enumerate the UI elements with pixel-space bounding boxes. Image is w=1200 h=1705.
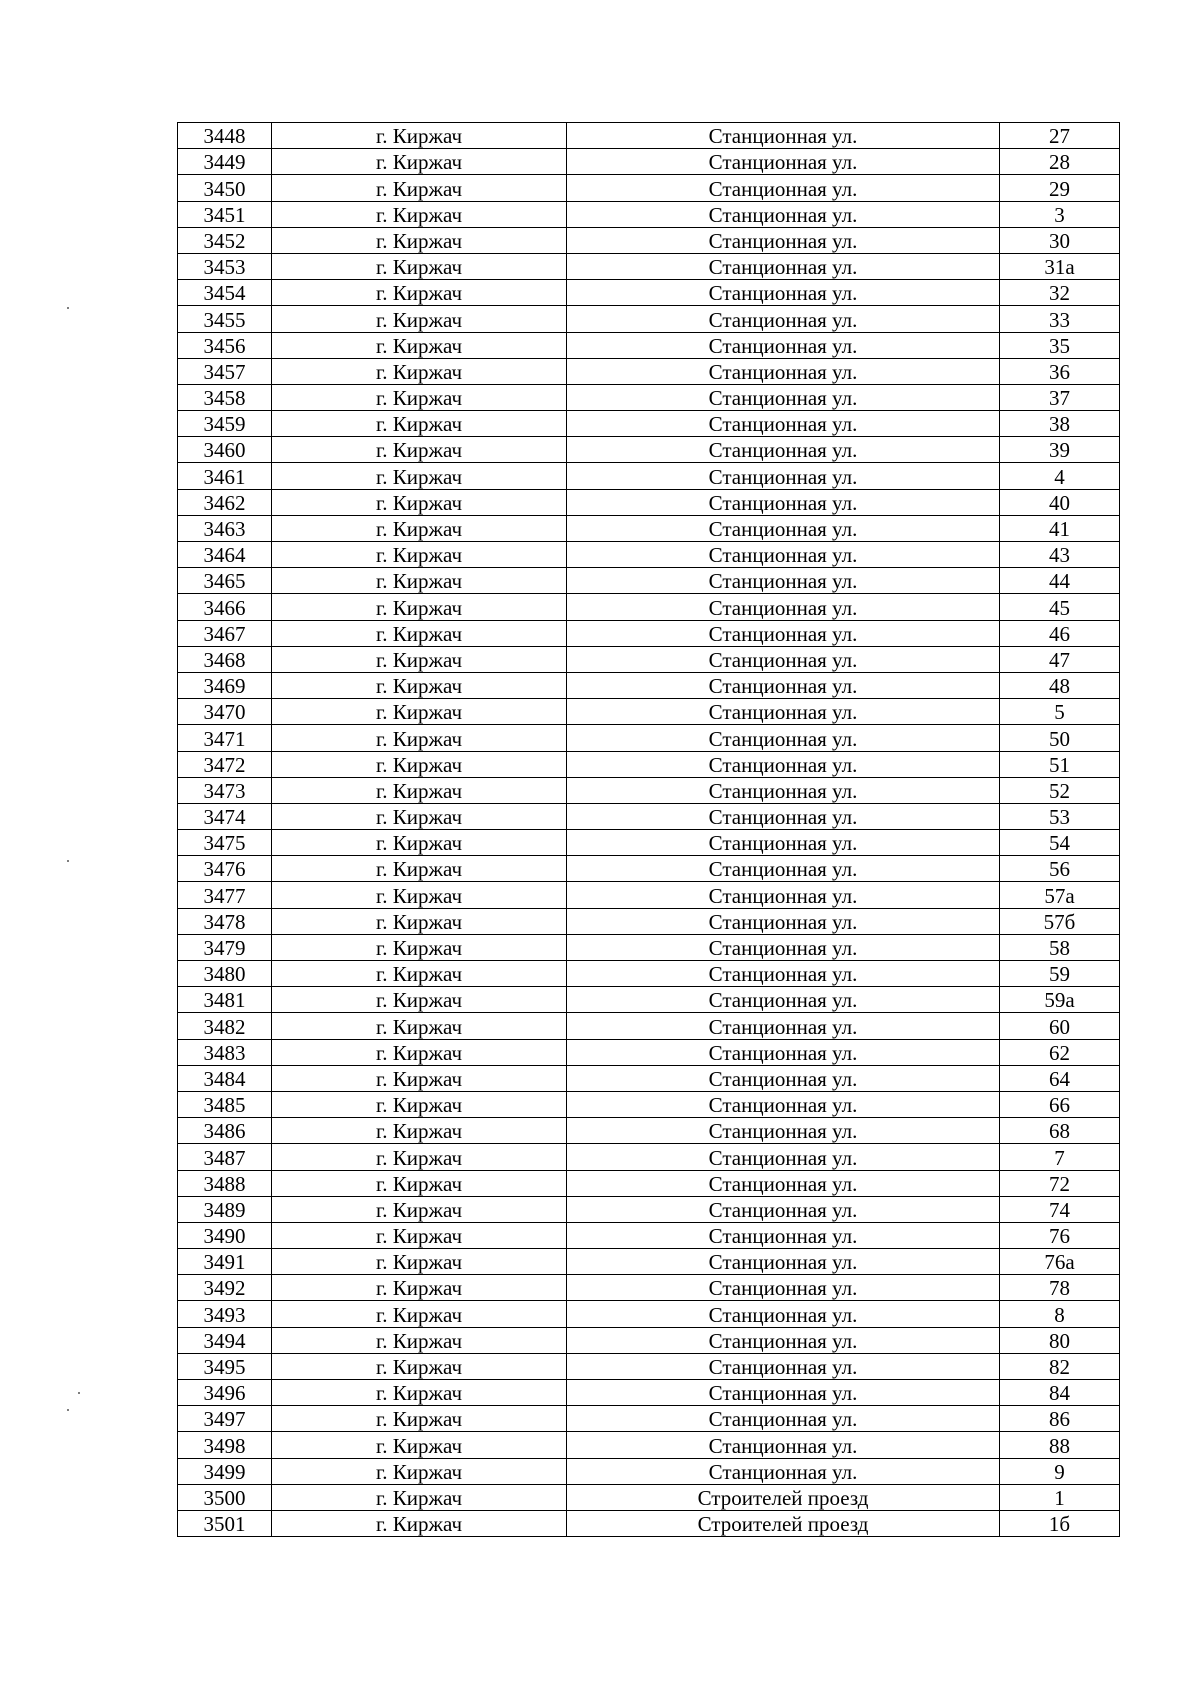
street-cell: Станционная ул.	[567, 856, 1000, 882]
house-number-cell: 29	[1000, 175, 1120, 201]
street-cell: Станционная ул.	[567, 1039, 1000, 1065]
street-cell: Станционная ул.	[567, 149, 1000, 175]
row-number-cell: 3451	[178, 201, 272, 227]
house-number-cell: 51	[1000, 751, 1120, 777]
house-number-cell: 80	[1000, 1327, 1120, 1353]
house-number-cell: 56	[1000, 856, 1120, 882]
address-table	[177, 122, 1120, 1537]
city-cell: г. Киржач	[272, 594, 567, 620]
house-number-cell: 58	[1000, 934, 1120, 960]
city-cell: г. Киржач	[272, 149, 567, 175]
row-number-cell: 3469	[178, 672, 272, 698]
city-cell: г. Киржач	[272, 1275, 567, 1301]
house-number-cell: 37	[1000, 384, 1120, 410]
city-cell: г. Киржач	[272, 1222, 567, 1248]
row-number-cell: 3480	[178, 961, 272, 987]
row-number-cell: 3478	[178, 908, 272, 934]
table-row	[178, 803, 1120, 829]
street-cell: Станционная ул.	[567, 882, 1000, 908]
street-cell: Станционная ул.	[567, 1327, 1000, 1353]
row-number-cell: 3470	[178, 699, 272, 725]
street-cell: Станционная ул.	[567, 489, 1000, 515]
city-cell: г. Киржач	[272, 803, 567, 829]
row-number-cell: 3484	[178, 1065, 272, 1091]
row-number-cell: 3474	[178, 803, 272, 829]
city-cell: г. Киржач	[272, 515, 567, 541]
city-cell: г. Киржач	[272, 1065, 567, 1091]
house-number-cell: 53	[1000, 803, 1120, 829]
table-row	[178, 908, 1120, 934]
table-row	[178, 1406, 1120, 1432]
street-cell: Станционная ул.	[567, 332, 1000, 358]
table-row	[178, 1301, 1120, 1327]
street-cell: Станционная ул.	[567, 1118, 1000, 1144]
row-number-cell: 3499	[178, 1458, 272, 1484]
house-number-cell: 33	[1000, 306, 1120, 332]
street-cell: Станционная ул.	[567, 568, 1000, 594]
house-number-cell: 74	[1000, 1196, 1120, 1222]
table-row	[178, 568, 1120, 594]
house-number-cell: 44	[1000, 568, 1120, 594]
table-row	[178, 777, 1120, 803]
city-cell: г. Киржач	[272, 1484, 567, 1510]
house-number-cell: 66	[1000, 1091, 1120, 1117]
street-cell: Станционная ул.	[567, 1013, 1000, 1039]
city-cell: г. Киржач	[272, 725, 567, 751]
row-number-cell: 3490	[178, 1222, 272, 1248]
city-cell: г. Киржач	[272, 489, 567, 515]
table-row	[178, 437, 1120, 463]
table-row	[178, 332, 1120, 358]
city-cell: г. Киржач	[272, 306, 567, 332]
row-number-cell: 3488	[178, 1170, 272, 1196]
city-cell: г. Киржач	[272, 280, 567, 306]
row-number-cell: 3464	[178, 542, 272, 568]
street-cell: Станционная ул.	[567, 987, 1000, 1013]
table-row	[178, 1091, 1120, 1117]
house-number-cell: 8	[1000, 1301, 1120, 1327]
table-row	[178, 646, 1120, 672]
city-cell: г. Киржач	[272, 751, 567, 777]
scan-speck	[67, 860, 69, 862]
house-number-cell: 38	[1000, 411, 1120, 437]
city-cell: г. Киржач	[272, 646, 567, 672]
house-number-cell: 88	[1000, 1432, 1120, 1458]
row-number-cell: 3458	[178, 384, 272, 410]
row-number-cell: 3476	[178, 856, 272, 882]
city-cell: г. Киржач	[272, 1196, 567, 1222]
street-cell: Станционная ул.	[567, 542, 1000, 568]
table-row	[178, 1510, 1120, 1536]
house-number-cell: 36	[1000, 358, 1120, 384]
house-number-cell: 76	[1000, 1222, 1120, 1248]
table-row	[178, 1484, 1120, 1510]
house-number-cell: 76а	[1000, 1249, 1120, 1275]
house-number-cell: 40	[1000, 489, 1120, 515]
street-cell: Станционная ул.	[567, 1301, 1000, 1327]
house-number-cell: 46	[1000, 620, 1120, 646]
street-cell: Станционная ул.	[567, 463, 1000, 489]
city-cell: г. Киржач	[272, 1353, 567, 1379]
city-cell: г. Киржач	[272, 201, 567, 227]
street-cell: Станционная ул.	[567, 175, 1000, 201]
city-cell: г. Киржач	[272, 961, 567, 987]
house-number-cell: 54	[1000, 830, 1120, 856]
row-number-cell: 3482	[178, 1013, 272, 1039]
street-cell: Станционная ул.	[567, 1222, 1000, 1248]
row-number-cell: 3454	[178, 280, 272, 306]
city-cell: г. Киржач	[272, 358, 567, 384]
street-cell: Станционная ул.	[567, 253, 1000, 279]
table-row	[178, 542, 1120, 568]
row-number-cell: 3460	[178, 437, 272, 463]
street-cell: Станционная ул.	[567, 306, 1000, 332]
table-row	[178, 620, 1120, 646]
street-cell: Станционная ул.	[567, 751, 1000, 777]
table-row	[178, 856, 1120, 882]
table-row	[178, 411, 1120, 437]
street-cell: Станционная ул.	[567, 1091, 1000, 1117]
table-row	[178, 1222, 1120, 1248]
house-number-cell: 1б	[1000, 1510, 1120, 1536]
street-cell: Станционная ул.	[567, 1170, 1000, 1196]
row-number-cell: 3492	[178, 1275, 272, 1301]
house-number-cell: 59а	[1000, 987, 1120, 1013]
table-row	[178, 1065, 1120, 1091]
house-number-cell: 64	[1000, 1065, 1120, 1091]
city-cell: г. Киржач	[272, 987, 567, 1013]
table-row	[178, 672, 1120, 698]
street-cell: Станционная ул.	[567, 384, 1000, 410]
house-number-cell: 57б	[1000, 908, 1120, 934]
row-number-cell: 3465	[178, 568, 272, 594]
row-number-cell: 3500	[178, 1484, 272, 1510]
city-cell: г. Киржач	[272, 253, 567, 279]
table-row	[178, 1013, 1120, 1039]
street-cell: Станционная ул.	[567, 961, 1000, 987]
row-number-cell: 3455	[178, 306, 272, 332]
row-number-cell: 3487	[178, 1144, 272, 1170]
row-number-cell: 3453	[178, 253, 272, 279]
table-row	[178, 358, 1120, 384]
table-row	[178, 1170, 1120, 1196]
table-row	[178, 1144, 1120, 1170]
house-number-cell: 39	[1000, 437, 1120, 463]
city-cell: г. Киржач	[272, 1380, 567, 1406]
street-cell: Станционная ул.	[567, 1249, 1000, 1275]
house-number-cell: 62	[1000, 1039, 1120, 1065]
table-row	[178, 1353, 1120, 1379]
street-cell: Станционная ул.	[567, 437, 1000, 463]
city-cell: г. Киржач	[272, 437, 567, 463]
house-number-cell: 52	[1000, 777, 1120, 803]
table-row	[178, 463, 1120, 489]
street-cell: Станционная ул.	[567, 803, 1000, 829]
table-row	[178, 515, 1120, 541]
table-row	[178, 175, 1120, 201]
scan-speck	[67, 1409, 69, 1411]
table-row	[178, 725, 1120, 751]
table-row	[178, 123, 1120, 149]
table-row	[178, 1432, 1120, 1458]
row-number-cell: 3501	[178, 1510, 272, 1536]
city-cell: г. Киржач	[272, 1118, 567, 1144]
house-number-cell: 4	[1000, 463, 1120, 489]
street-cell: Станционная ул.	[567, 1065, 1000, 1091]
street-cell: Станционная ул.	[567, 1380, 1000, 1406]
street-cell: Станционная ул.	[567, 280, 1000, 306]
table-row	[178, 961, 1120, 987]
table-row	[178, 987, 1120, 1013]
table-row	[178, 1039, 1120, 1065]
scan-speck	[78, 1392, 80, 1394]
house-number-cell: 28	[1000, 149, 1120, 175]
house-number-cell: 41	[1000, 515, 1120, 541]
house-number-cell: 27	[1000, 123, 1120, 149]
house-number-cell: 78	[1000, 1275, 1120, 1301]
house-number-cell: 35	[1000, 332, 1120, 358]
house-number-cell: 82	[1000, 1353, 1120, 1379]
city-cell: г. Киржач	[272, 1406, 567, 1432]
row-number-cell: 3485	[178, 1091, 272, 1117]
row-number-cell: 3466	[178, 594, 272, 620]
city-cell: г. Киржач	[272, 882, 567, 908]
row-number-cell: 3468	[178, 646, 272, 672]
house-number-cell: 43	[1000, 542, 1120, 568]
row-number-cell: 3462	[178, 489, 272, 515]
house-number-cell: 57а	[1000, 882, 1120, 908]
house-number-cell: 45	[1000, 594, 1120, 620]
table-row	[178, 489, 1120, 515]
table-row	[178, 1275, 1120, 1301]
street-cell: Станционная ул.	[567, 201, 1000, 227]
row-number-cell: 3498	[178, 1432, 272, 1458]
table-row	[178, 934, 1120, 960]
house-number-cell: 48	[1000, 672, 1120, 698]
street-cell: Станционная ул.	[567, 1458, 1000, 1484]
table-row	[178, 227, 1120, 253]
city-cell: г. Киржач	[272, 856, 567, 882]
city-cell: г. Киржач	[272, 830, 567, 856]
house-number-cell: 50	[1000, 725, 1120, 751]
table-row	[178, 201, 1120, 227]
table-row	[178, 149, 1120, 175]
street-cell: Станционная ул.	[567, 934, 1000, 960]
row-number-cell: 3459	[178, 411, 272, 437]
city-cell: г. Киржач	[272, 568, 567, 594]
table-row	[178, 882, 1120, 908]
street-cell: Станционная ул.	[567, 908, 1000, 934]
house-number-cell: 30	[1000, 227, 1120, 253]
house-number-cell: 32	[1000, 280, 1120, 306]
table-row	[178, 699, 1120, 725]
table-row	[178, 830, 1120, 856]
row-number-cell: 3481	[178, 987, 272, 1013]
house-number-cell: 31а	[1000, 253, 1120, 279]
row-number-cell: 3463	[178, 515, 272, 541]
street-cell: Станционная ул.	[567, 1353, 1000, 1379]
row-number-cell: 3452	[178, 227, 272, 253]
city-cell: г. Киржач	[272, 777, 567, 803]
row-number-cell: 3496	[178, 1380, 272, 1406]
street-cell: Станционная ул.	[567, 1275, 1000, 1301]
row-number-cell: 3489	[178, 1196, 272, 1222]
address-table-body	[178, 123, 1120, 1537]
street-cell: Станционная ул.	[567, 1406, 1000, 1432]
house-number-cell: 86	[1000, 1406, 1120, 1432]
house-number-cell: 5	[1000, 699, 1120, 725]
house-number-cell: 47	[1000, 646, 1120, 672]
row-number-cell: 3450	[178, 175, 272, 201]
table-row	[178, 1458, 1120, 1484]
city-cell: г. Киржач	[272, 1249, 567, 1275]
house-number-cell: 7	[1000, 1144, 1120, 1170]
city-cell: г. Киржач	[272, 699, 567, 725]
table-row	[178, 384, 1120, 410]
table-row	[178, 1118, 1120, 1144]
street-cell: Строителей проезд	[567, 1510, 1000, 1536]
city-cell: г. Киржач	[272, 1013, 567, 1039]
row-number-cell: 3477	[178, 882, 272, 908]
house-number-cell: 84	[1000, 1380, 1120, 1406]
street-cell: Станционная ул.	[567, 672, 1000, 698]
house-number-cell: 59	[1000, 961, 1120, 987]
row-number-cell: 3472	[178, 751, 272, 777]
house-number-cell: 72	[1000, 1170, 1120, 1196]
table-row	[178, 1249, 1120, 1275]
row-number-cell: 3456	[178, 332, 272, 358]
house-number-cell: 68	[1000, 1118, 1120, 1144]
house-number-cell: 60	[1000, 1013, 1120, 1039]
row-number-cell: 3473	[178, 777, 272, 803]
table-row	[178, 306, 1120, 332]
street-cell: Станционная ул.	[567, 699, 1000, 725]
city-cell: г. Киржач	[272, 620, 567, 646]
street-cell: Станционная ул.	[567, 123, 1000, 149]
row-number-cell: 3448	[178, 123, 272, 149]
row-number-cell: 3493	[178, 1301, 272, 1327]
row-number-cell: 3475	[178, 830, 272, 856]
city-cell: г. Киржач	[272, 227, 567, 253]
city-cell: г. Киржач	[272, 175, 567, 201]
row-number-cell: 3457	[178, 358, 272, 384]
street-cell: Станционная ул.	[567, 646, 1000, 672]
city-cell: г. Киржач	[272, 908, 567, 934]
city-cell: г. Киржач	[272, 672, 567, 698]
city-cell: г. Киржач	[272, 934, 567, 960]
city-cell: г. Киржач	[272, 463, 567, 489]
city-cell: г. Киржач	[272, 1301, 567, 1327]
row-number-cell: 3495	[178, 1353, 272, 1379]
table-row	[178, 751, 1120, 777]
city-cell: г. Киржач	[272, 542, 567, 568]
city-cell: г. Киржач	[272, 1039, 567, 1065]
house-number-cell: 9	[1000, 1458, 1120, 1484]
street-cell: Станционная ул.	[567, 358, 1000, 384]
house-number-cell: 3	[1000, 201, 1120, 227]
table-row	[178, 253, 1120, 279]
row-number-cell: 3494	[178, 1327, 272, 1353]
row-number-cell: 3486	[178, 1118, 272, 1144]
city-cell: г. Киржач	[272, 1510, 567, 1536]
table-row	[178, 1380, 1120, 1406]
row-number-cell: 3449	[178, 149, 272, 175]
city-cell: г. Киржач	[272, 1458, 567, 1484]
city-cell: г. Киржач	[272, 1144, 567, 1170]
street-cell: Станционная ул.	[567, 725, 1000, 751]
city-cell: г. Киржач	[272, 1327, 567, 1353]
table-row	[178, 594, 1120, 620]
city-cell: г. Киржач	[272, 332, 567, 358]
city-cell: г. Киржач	[272, 411, 567, 437]
street-cell: Станционная ул.	[567, 227, 1000, 253]
street-cell: Станционная ул.	[567, 830, 1000, 856]
table-row	[178, 1327, 1120, 1353]
street-cell: Строителей проезд	[567, 1484, 1000, 1510]
city-cell: г. Киржач	[272, 1170, 567, 1196]
row-number-cell: 3467	[178, 620, 272, 646]
street-cell: Станционная ул.	[567, 1196, 1000, 1222]
row-number-cell: 3497	[178, 1406, 272, 1432]
street-cell: Станционная ул.	[567, 620, 1000, 646]
row-number-cell: 3471	[178, 725, 272, 751]
row-number-cell: 3479	[178, 934, 272, 960]
street-cell: Станционная ул.	[567, 1144, 1000, 1170]
street-cell: Станционная ул.	[567, 411, 1000, 437]
table-row	[178, 1196, 1120, 1222]
city-cell: г. Киржач	[272, 1432, 567, 1458]
row-number-cell: 3461	[178, 463, 272, 489]
city-cell: г. Киржач	[272, 384, 567, 410]
street-cell: Станционная ул.	[567, 594, 1000, 620]
scan-speck	[67, 307, 69, 309]
city-cell: г. Киржач	[272, 123, 567, 149]
street-cell: Станционная ул.	[567, 515, 1000, 541]
city-cell: г. Киржач	[272, 1091, 567, 1117]
house-number-cell: 1	[1000, 1484, 1120, 1510]
row-number-cell: 3483	[178, 1039, 272, 1065]
row-number-cell: 3491	[178, 1249, 272, 1275]
street-cell: Станционная ул.	[567, 777, 1000, 803]
street-cell: Станционная ул.	[567, 1432, 1000, 1458]
table-row	[178, 280, 1120, 306]
